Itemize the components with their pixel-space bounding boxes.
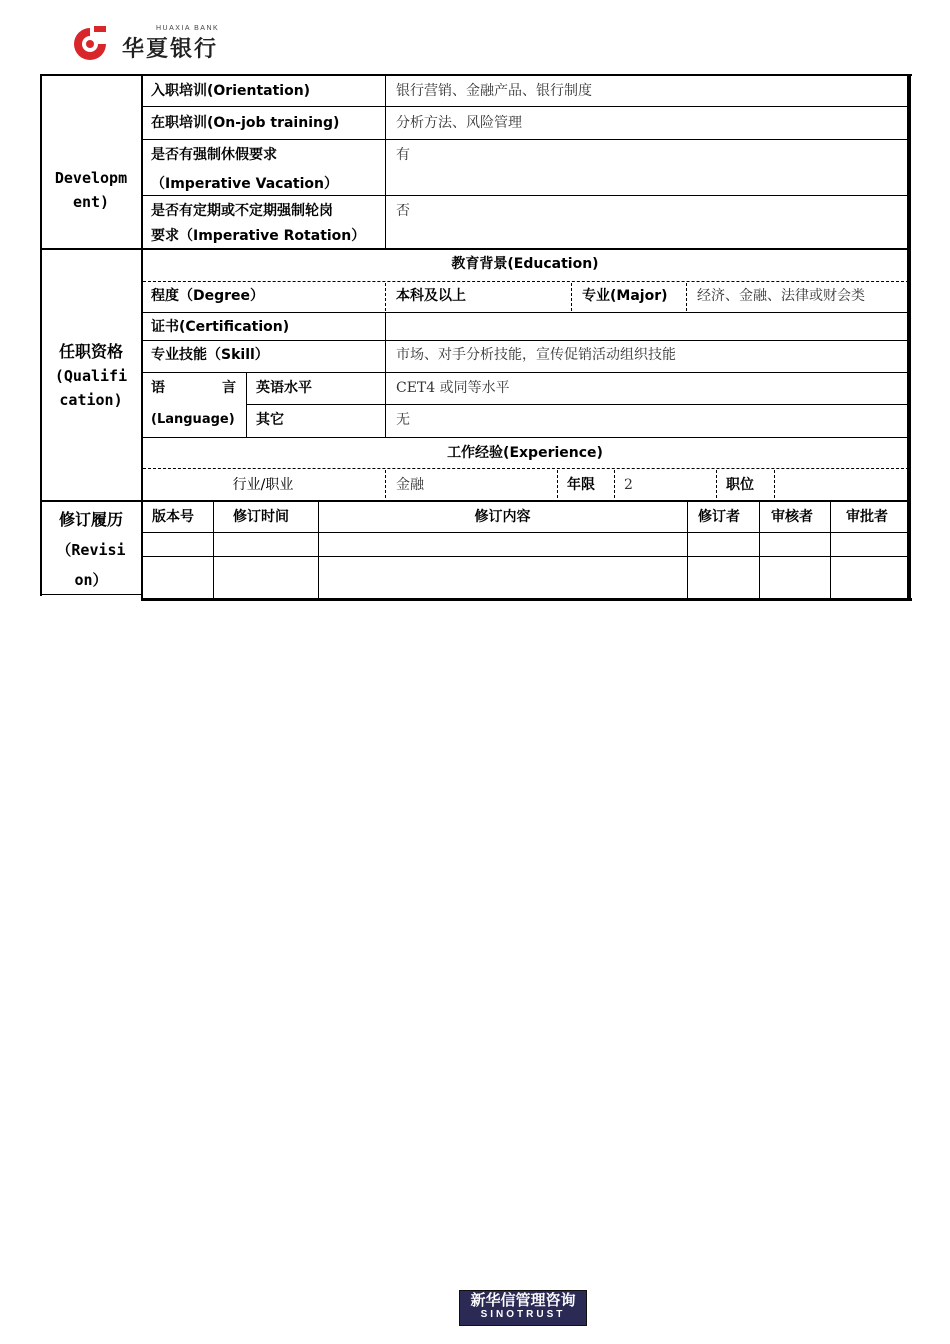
sinotrust-logo-cn: 新华信管理咨询 [470,1291,576,1309]
years-value: 2 [624,477,633,493]
sinotrust-logo [459,1290,587,1326]
revision-col-date: 修订时间 [233,509,289,525]
revision-section-label: 修订履历 （Revisi on） [56,510,126,589]
orientation-value: 银行营销、金融产品、银行制度 [396,83,592,99]
skill-value: 市场、对手分析技能，宣传促销活动组织技能 [396,347,676,363]
rotation-label-line2: 要求（Imperative Rotation） [151,228,366,244]
revision-row [141,533,909,556]
revision-col-approver: 审批者 [846,509,888,525]
revision-col-content: 修订内容 [474,509,531,525]
vacation-value: 有 [396,147,410,163]
huaxia-bank-mark-icon [70,24,110,64]
qualification-section-label: 任职资格 (Qualifi cation) [54,342,128,409]
language-label-b: 言 [222,380,236,396]
major-label: 专业(Major) [582,288,668,304]
vacation-label-line2: （Imperative Vacation） [151,176,338,192]
position-label: 职位 [726,477,754,493]
language-label-en: (Language) [151,412,235,427]
language-label-a: 语 [151,380,165,396]
industry-label: 行业/职业 [232,477,294,493]
english-level-label: 英语水平 [256,380,312,396]
major-value: 经济、金融、法律或财会类 [697,288,865,304]
degree-label: 程度（Degree） [151,288,265,304]
industry-value: 金融 [396,477,424,493]
degree-value: 本科及以上 [396,288,466,304]
english-level-value: CET4 或同等水平 [396,380,510,396]
development-section-label: Developm ent) [54,169,128,211]
revision-col-reviewer: 审核者 [771,509,813,525]
sinotrust-logo-en: SINOTRUST [480,1309,566,1320]
other-language-label: 其它 [256,412,284,428]
logo-english-text: HUAXIA BANK [156,25,220,32]
revision-row [141,557,909,598]
header-rule [40,74,912,76]
huaxia-bank-logo [70,24,250,64]
skill-label: 专业技能（Skill） [151,347,269,363]
certification-label: 证书(Certification) [151,319,290,335]
years-label: 年限 [567,477,595,493]
other-language-value: 无 [396,412,410,428]
revision-col-version: 版本号 [152,509,194,525]
revision-col-reviser: 修订者 [698,509,740,525]
education-header: 教育背景(Education) [451,256,599,272]
experience-header: 工作经验(Experience) [447,445,603,461]
orientation-label: 入职培训(Orientation) [151,83,311,99]
vacation-label-line1: 是否有强制休假要求 [151,147,277,163]
rotation-value: 否 [396,203,410,219]
onjob-training-label: 在职培训(On-job training) [151,115,340,131]
rotation-label-line1: 是否有定期或不定期强制轮岗 [151,203,333,219]
onjob-training-value: 分析方法、风险管理 [396,115,522,131]
logo-chinese-text: 华夏银行 [122,37,219,62]
